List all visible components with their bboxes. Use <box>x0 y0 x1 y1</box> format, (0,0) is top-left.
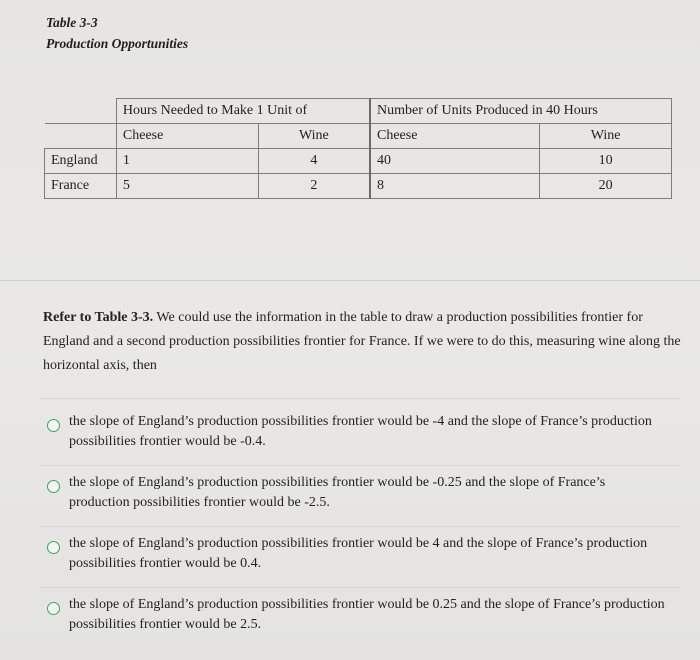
radio-button-icon[interactable] <box>47 541 60 554</box>
table-title: Production Opportunities <box>46 36 189 51</box>
answer-separator <box>40 398 680 399</box>
table-cell: 1 <box>116 149 258 174</box>
table-corner-cell <box>45 124 117 149</box>
table-cell: 2 <box>258 174 370 199</box>
radio-button-icon[interactable] <box>47 480 60 493</box>
table-id: Table 3-3 <box>46 15 98 30</box>
table-group-header-row <box>45 99 672 124</box>
table-cell: 5 <box>116 174 258 199</box>
answer-option-label: the slope of England’s production possibilities frontier would be 0.25 and the slope of France’s production possibilities frontier would be 2.5. <box>69 597 665 632</box>
units-header: Number of Units Produced in 40 Hours <box>370 99 672 124</box>
country-cell: France <box>45 174 117 199</box>
table-cell: 8 <box>370 174 540 199</box>
table-corner-cell <box>45 99 117 124</box>
question-body: We could use the information in the table to draw a production possibilities frontier for England and a second production possibilities frontier for France. If we were to do this, measuring wine along the horizontal axis, then <box>43 310 681 373</box>
table-cell: 20 <box>540 174 672 199</box>
table-cell: 4 <box>258 149 370 174</box>
section-divider <box>0 280 700 281</box>
answer-separator <box>40 587 680 588</box>
answer-separator <box>40 465 680 466</box>
units-wine-header: Wine <box>540 124 672 149</box>
table-sub-header-row <box>45 124 672 149</box>
answer-option-label: the slope of England’s production possibilities frontier would be 4 and the slope of France’s production possibilities frontier would be 0.4. <box>69 536 648 571</box>
table-row <box>45 149 672 174</box>
table-caption <box>46 12 188 54</box>
answer-option-label: the slope of England’s production possibilities frontier would be -4 and the slope of France’s production possibilities frontier would be -0.4. <box>69 414 652 449</box>
question-reference: Refer to Table 3-3. <box>43 310 154 325</box>
units-cheese-header: Cheese <box>370 124 540 149</box>
hours-header: Hours Needed to Make 1 Unit of <box>116 99 370 124</box>
radio-button-icon[interactable] <box>47 602 60 615</box>
answer-option-3[interactable] <box>43 534 683 582</box>
country-cell: England <box>45 149 117 174</box>
answer-separator <box>40 526 680 527</box>
hours-cheese-header: Cheese <box>116 124 258 149</box>
production-table <box>44 98 672 199</box>
table-cell: 10 <box>540 149 672 174</box>
answer-option-label: the slope of England’s production possibilities frontier would be -0.25 and the slope of France’s production possibilities frontier would be -2.5. <box>69 475 606 510</box>
table-cell: 40 <box>370 149 540 174</box>
answer-option-4[interactable] <box>43 595 683 643</box>
answer-option-1[interactable] <box>43 412 683 460</box>
radio-button-icon[interactable] <box>47 419 60 432</box>
hours-wine-header: Wine <box>258 124 370 149</box>
table-row <box>45 174 672 199</box>
question-text <box>43 306 683 378</box>
answer-option-2[interactable] <box>43 473 683 521</box>
